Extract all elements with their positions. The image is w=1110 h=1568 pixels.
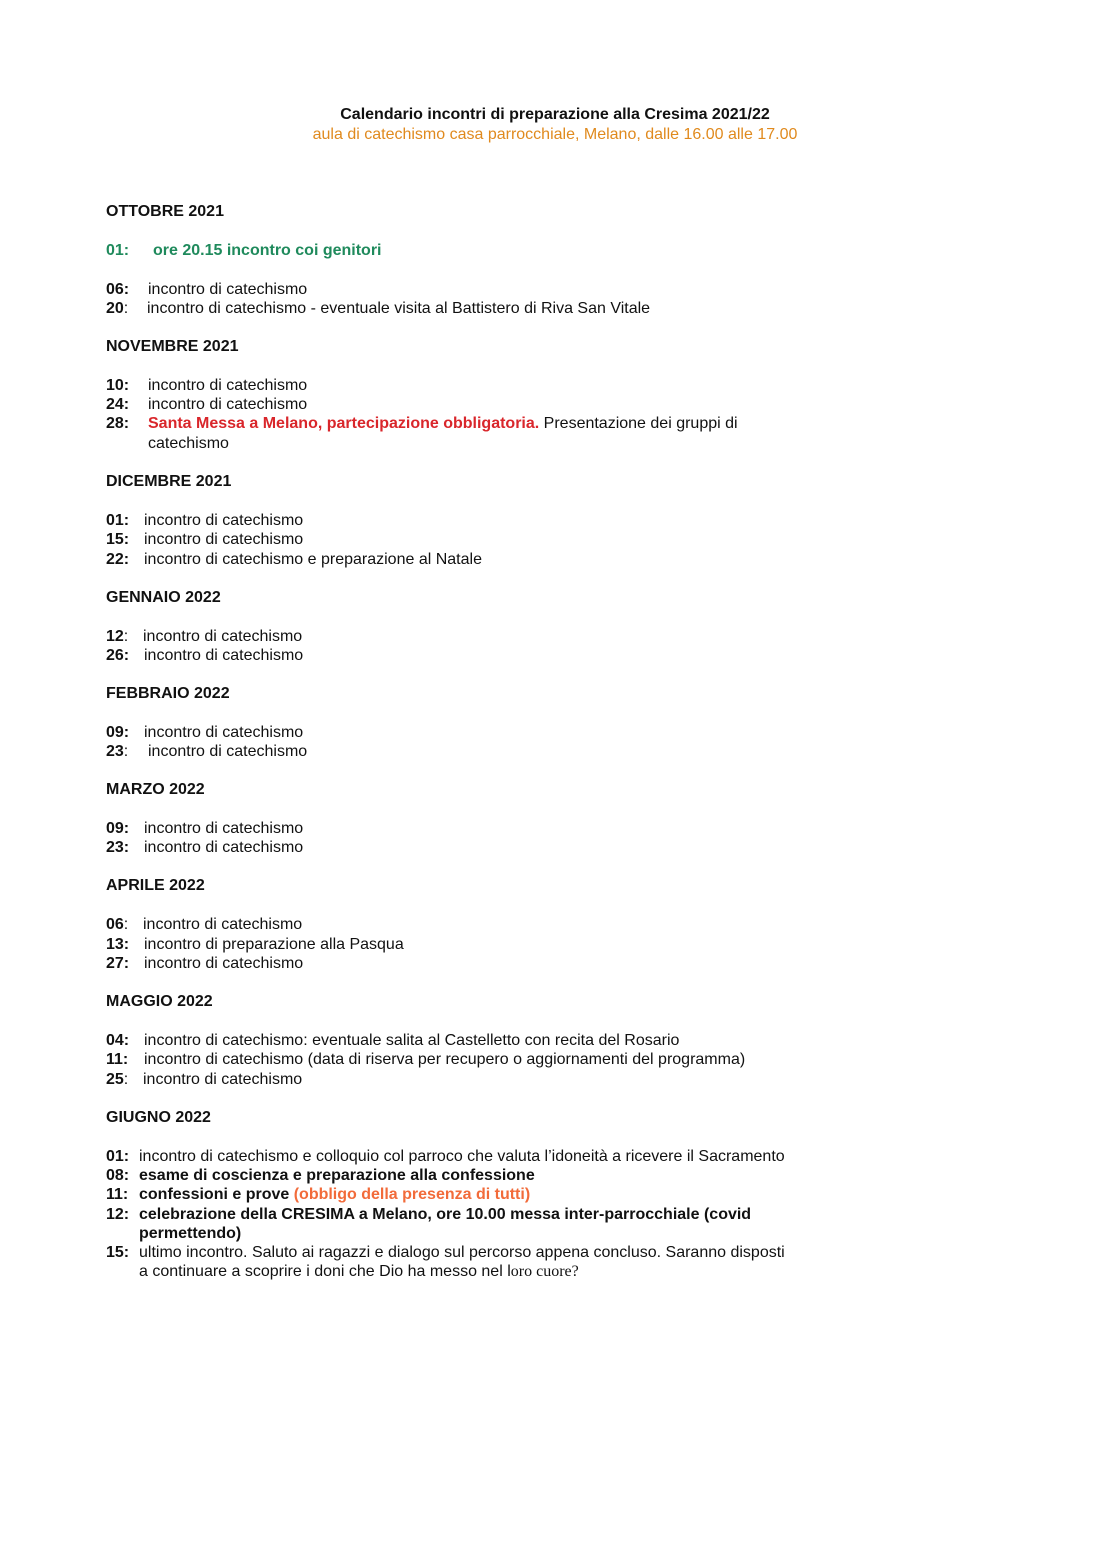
entry-day: 23 — [106, 743, 124, 760]
entry-day: 08: — [106, 1167, 130, 1184]
month-heading-dicembre: DICEMBRE 2021 — [106, 473, 232, 490]
entry-text: incontro di catechismo — [144, 647, 304, 664]
entry-day: 11: — [106, 1051, 129, 1068]
entry-text: incontro di catechismo — [144, 820, 304, 837]
entry-text-highlight: (obbligo della presenza di tutti) — [289, 1186, 531, 1203]
month-heading-marzo: MARZO 2022 — [106, 781, 205, 798]
entry-day: 01: — [106, 242, 130, 259]
entry-text: confessioni e prove — [139, 1186, 290, 1203]
document-title: Calendario incontri di preparazione alla Cresima 2021/22 — [340, 106, 770, 123]
month-heading-gennaio: GENNAIO 2022 — [106, 589, 221, 606]
month-heading-novembre: NOVEMBRE 2021 — [106, 338, 239, 355]
entry-day: 25 — [106, 1071, 124, 1088]
entry-text: incontro di catechismo e preparazione al Natale — [144, 551, 482, 568]
entry-day: 04: — [106, 1032, 130, 1049]
entry-day: 26: — [106, 647, 130, 664]
entry-text: incontro di catechismo e colloquio col parroco che valuta l’idoneità a ricevere il Sacramento — [139, 1148, 785, 1165]
entry-colon: : — [123, 916, 129, 933]
entry-text-continued: catechismo — [148, 435, 229, 452]
entry-text: Presentazione dei gruppi di — [539, 415, 738, 432]
entry-day: 12: — [106, 1206, 130, 1223]
entry-day: 24: — [106, 396, 130, 413]
entry-day: 28: — [106, 415, 130, 432]
month-heading-maggio: MAGGIO 2022 — [106, 993, 213, 1010]
entry-text: incontro di catechismo — [148, 396, 308, 413]
entry-day: 09: — [106, 820, 130, 837]
entry-day: 06: — [106, 281, 130, 298]
document-subtitle: aula di catechismo casa parrocchiale, Melano, dalle 16.00 alle 17.00 — [312, 126, 798, 143]
entry-text: ore 20.15 incontro coi genitori — [153, 242, 382, 259]
entry-day: 01: — [106, 1148, 130, 1165]
entry-day: 12 — [106, 628, 124, 645]
entry-text: incontro di catechismo: eventuale salita al Castelletto con recita del Rosario — [144, 1032, 680, 1049]
entry-text: celebrazione della CRESIMA a Melano, ore 10.00 messa inter-parrocchiale (covid — [139, 1206, 752, 1223]
entry-day: 01: — [106, 512, 130, 529]
entry-text: incontro di preparazione alla Pasqua — [144, 936, 404, 953]
entry-text-highlight: Santa Messa a Melano, partecipazione obbligatoria. — [148, 415, 540, 432]
entry-text: ultimo incontro. Saluto ai ragazzi e dialogo sul percorso appena concluso. Saranno disposti — [139, 1244, 785, 1261]
entry-text: incontro di catechismo — [144, 531, 304, 548]
entry-colon: : — [123, 628, 129, 645]
entry-text: incontro di catechismo — [148, 281, 308, 298]
entry-colon: : — [123, 300, 129, 317]
entry-text: incontro di catechismo — [144, 839, 304, 856]
entry-day: 13: — [106, 936, 130, 953]
entry-colon: : — [123, 743, 129, 760]
month-heading-febbraio: FEBBRAIO 2022 — [106, 685, 230, 702]
entry-text: incontro di catechismo — [143, 916, 303, 933]
entry-day: 20 — [106, 300, 124, 317]
entry-text: incontro di catechismo - eventuale visita al Battistero di Riva San Vitale — [147, 300, 651, 317]
entry-day: 15: — [106, 531, 130, 548]
entry-text-continued: permettendo) — [139, 1225, 242, 1242]
entry-day: 09: — [106, 724, 130, 741]
entry-day: 23: — [106, 839, 130, 856]
entry-text: incontro di catechismo — [144, 724, 304, 741]
entry-colon: : — [123, 1071, 129, 1088]
entry-day: 22: — [106, 551, 130, 568]
entry-text: esame di coscienza e preparazione alla confessione — [139, 1167, 535, 1184]
entry-day: 10: — [106, 377, 130, 394]
entry-text: incontro di catechismo — [144, 955, 304, 972]
entry-day: 27: — [106, 955, 130, 972]
entry-text: incontro di catechismo — [148, 377, 308, 394]
entry-day: 06 — [106, 916, 124, 933]
entry-text: incontro di catechismo — [143, 1071, 303, 1088]
entry-text-continued: a continuare a scoprire i doni che Dio ha messo nel l — [139, 1263, 511, 1280]
entry-text-continued-serif: oro cuore? — [510, 1263, 579, 1280]
month-heading-aprile: APRILE 2022 — [106, 877, 205, 894]
entry-day: 11: — [106, 1186, 129, 1203]
entry-day: 15: — [106, 1244, 130, 1261]
entry-text: incontro di catechismo — [143, 628, 303, 645]
month-heading-ottobre: OTTOBRE 2021 — [106, 203, 224, 220]
entry-text: incontro di catechismo (data di riserva per recupero o aggiornamenti del programma) — [144, 1051, 746, 1068]
month-heading-giugno: GIUGNO 2022 — [106, 1109, 211, 1126]
entry-text: incontro di catechismo — [148, 743, 308, 760]
entry-text: incontro di catechismo — [144, 512, 304, 529]
